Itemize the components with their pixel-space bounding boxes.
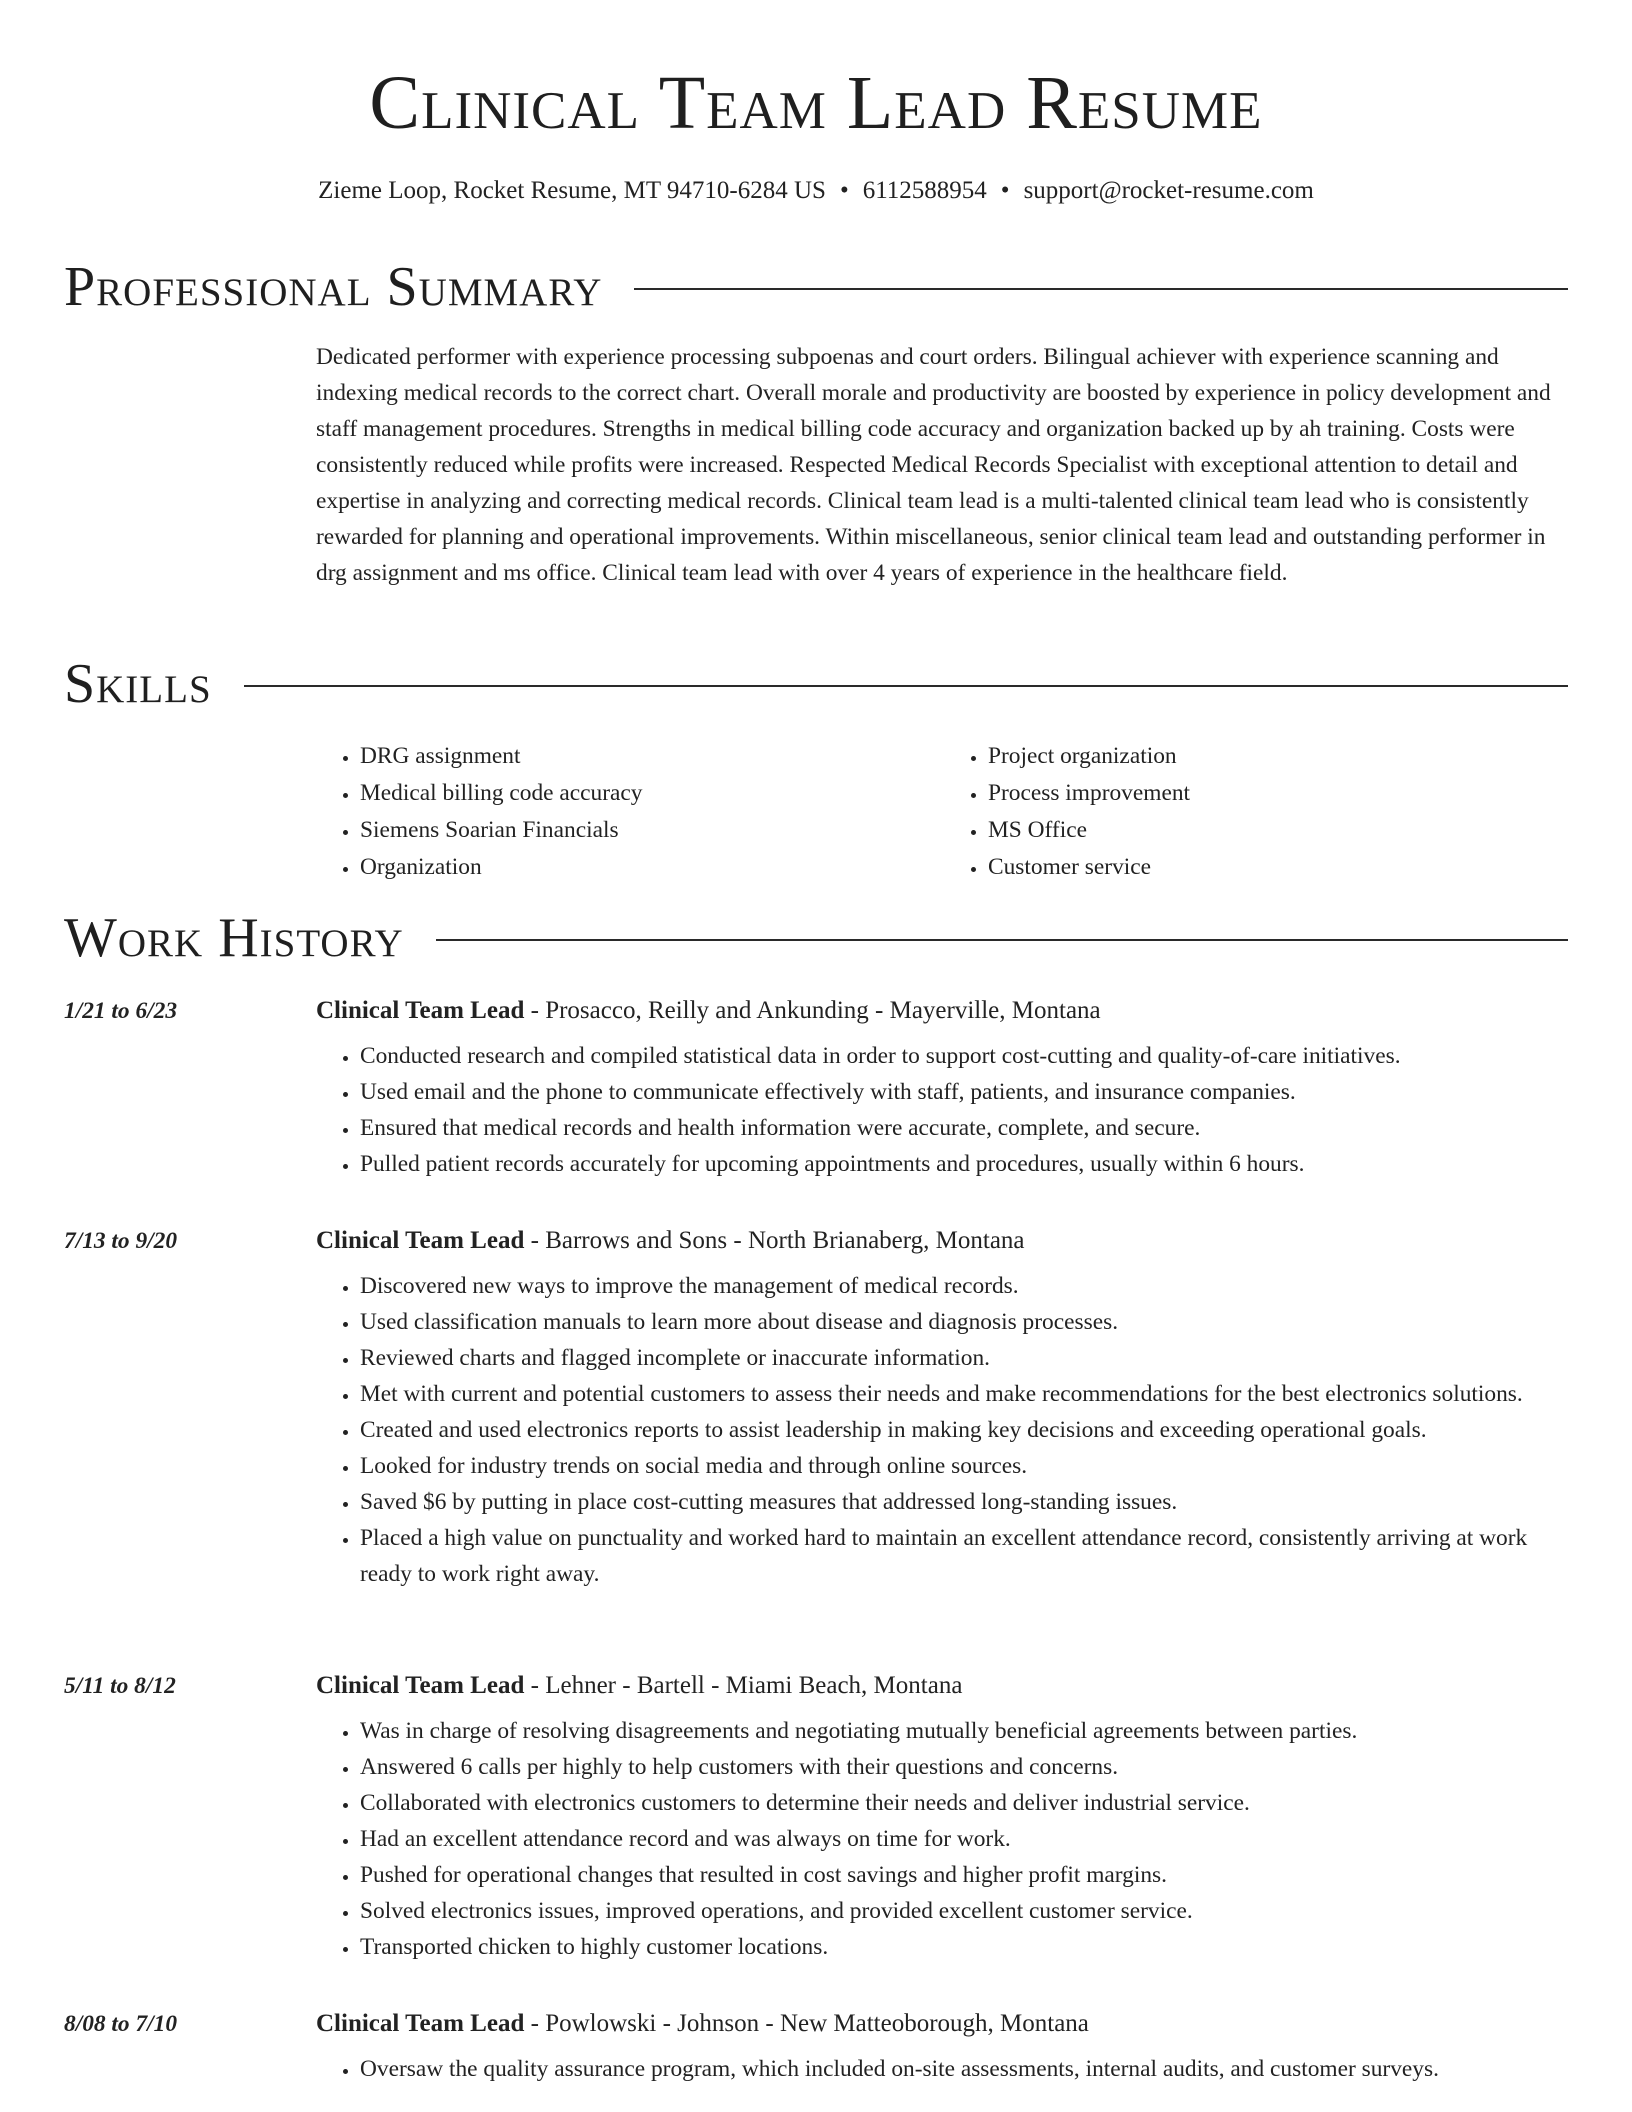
duty-item: • Solved electronics issues, improved operations, and provided excellent customer service.	[360, 1893, 1572, 1929]
duty-item: • Transported chicken to highly customer locations.	[360, 1929, 1572, 1965]
contact-line	[0, 174, 1632, 208]
skill-item: • Medical billing code accuracy	[360, 775, 944, 812]
job-heading	[316, 2007, 1572, 2041]
job-dates: 1/21 to 6/23	[64, 998, 178, 1024]
job-dates: 7/13 to 9/20	[64, 1228, 178, 1254]
job-company-location: - Barrows and Sons - North Brianaberg, Montana	[524, 1227, 1025, 1254]
job-title: Clinical Team Lead	[316, 1672, 525, 1699]
summary-section-header	[64, 255, 1568, 319]
job-dates: 5/11 to 8/12	[64, 1673, 176, 1699]
job-company-location: - Powlowski - Johnson - New Matteoborough, Montana	[524, 2010, 1089, 2037]
skills-column-right	[944, 738, 1572, 886]
duty-item: • Saved $6 by putting in place cost-cutting measures that addressed long-standing issues.	[360, 1484, 1572, 1520]
job-duties	[316, 1038, 1572, 1182]
contact-email: support@rocket-resume.com	[1023, 177, 1314, 204]
job-heading	[316, 994, 1572, 1028]
duty-item: • Had an excellent attendance record and was always on time for work.	[360, 1821, 1572, 1857]
job-duties	[316, 2051, 1572, 2087]
contact-phone: 6112588954	[862, 177, 987, 204]
contact-address: Zieme Loop, Rocket Resume, MT 94710-6284 US	[318, 177, 826, 204]
skills-heading: Skills	[64, 653, 212, 715]
duty-item: • Pushed for operational changes that resulted in cost savings and higher profit margins.	[360, 1857, 1572, 1893]
job-title: Clinical Team Lead	[316, 1227, 525, 1254]
skill-item: • Project organization	[988, 738, 1572, 775]
contact-separator: •	[1000, 177, 1010, 204]
skill-item: • Siemens Soarian Financials	[360, 812, 944, 849]
skills-column-left	[316, 738, 944, 886]
job-heading	[316, 1669, 1572, 1703]
job-company-location: - Lehner - Bartell - Miami Beach, Montana	[524, 1672, 963, 1699]
duty-item: • Used classification manuals to learn more about disease and diagnosis processes.	[360, 1304, 1572, 1340]
duty-item: • Answered 6 calls per highly to help customers with their questions and concerns.	[360, 1749, 1572, 1785]
job-company-location: - Prosacco, Reilly and Ankunding - Mayerville, Montana	[524, 997, 1101, 1024]
duty-item: • Placed a high value on punctuality and worked hard to maintain an excellent attendance record, consistently arriving at work ready to work right away.	[360, 1520, 1572, 1592]
section-divider	[436, 939, 1568, 941]
duty-item: • Pulled patient records accurately for upcoming appointments and procedures, usually within 6 hours.	[360, 1146, 1572, 1182]
duty-item: • Used email and the phone to communicate effectively with staff, patients, and insurance companies.	[360, 1074, 1572, 1110]
job-heading	[316, 1224, 1572, 1258]
skill-item: • MS Office	[988, 812, 1572, 849]
contact-separator: •	[839, 177, 849, 204]
summary-heading: Professional Summary	[64, 256, 603, 318]
job-dates: 8/08 to 7/10	[64, 2011, 178, 2037]
duty-item: • Oversaw the quality assurance program, which included on-site assessments, internal audits, and customer surveys.	[360, 2051, 1572, 2087]
section-divider	[244, 685, 1568, 687]
skill-item: • DRG assignment	[360, 738, 944, 775]
work-history-section-header	[64, 906, 1568, 970]
duty-item: • Ensured that medical records and health information were accurate, complete, and secure.	[360, 1110, 1572, 1146]
summary-text: Dedicated performer with experience processing subpoenas and court orders. Bilingual achiever with experience scanning and indexing medical records to the correct chart. Overall morale and productivity are boosted by experience in policy development and staff management procedures. Strengths in medical billing code accuracy and organization backed up by ah training. Costs were consistently reduced while profits were increased. Respected Medical Records Specialist with exceptional attention to detail and expertise in analyzing and correcting medical records. Clinical team lead is a multi-talented clinical team lead who is consistently rewarded for planning and operational improvements. Within miscellaneous, senior clinical team lead and outstanding performer in drg assignment and ms office. Clinical team lead with over 4 years of experience in the healthcare field.	[316, 344, 1551, 586]
job-duties	[316, 1713, 1572, 1965]
skill-item: • Process improvement	[988, 775, 1572, 812]
duty-item: • Looked for industry trends on social media and through online sources.	[360, 1448, 1572, 1484]
skills-section-header	[64, 652, 1568, 716]
section-divider	[634, 288, 1568, 290]
duty-item: • Met with current and potential customers to assess their needs and make recommendations for the best electronics solutions.	[360, 1376, 1572, 1412]
skill-item: • Customer service	[988, 849, 1572, 886]
work-history-heading: Work History	[64, 907, 404, 969]
job-title: Clinical Team Lead	[316, 997, 525, 1024]
duty-item: • Conducted research and compiled statistical data in order to support cost-cutting and quality-of-care initiatives.	[360, 1038, 1572, 1074]
resume-title: Clinical Team Lead Resume	[369, 61, 1263, 145]
duty-item: • Created and used electronics reports to assist leadership in making key decisions and exceeding operational goals.	[360, 1412, 1572, 1448]
duty-item: • Collaborated with electronics customers to determine their needs and deliver industrial service.	[360, 1785, 1572, 1821]
duty-item: • Reviewed charts and flagged incomplete or inaccurate information.	[360, 1340, 1572, 1376]
skills-list	[316, 738, 1572, 886]
job-title: Clinical Team Lead	[316, 2010, 525, 2037]
skill-item: • Organization	[360, 849, 944, 886]
duty-item: • Was in charge of resolving disagreements and negotiating mutually beneficial agreements between parties.	[360, 1713, 1572, 1749]
duty-item: • Discovered new ways to improve the management of medical records.	[360, 1268, 1572, 1304]
job-duties	[316, 1268, 1572, 1592]
